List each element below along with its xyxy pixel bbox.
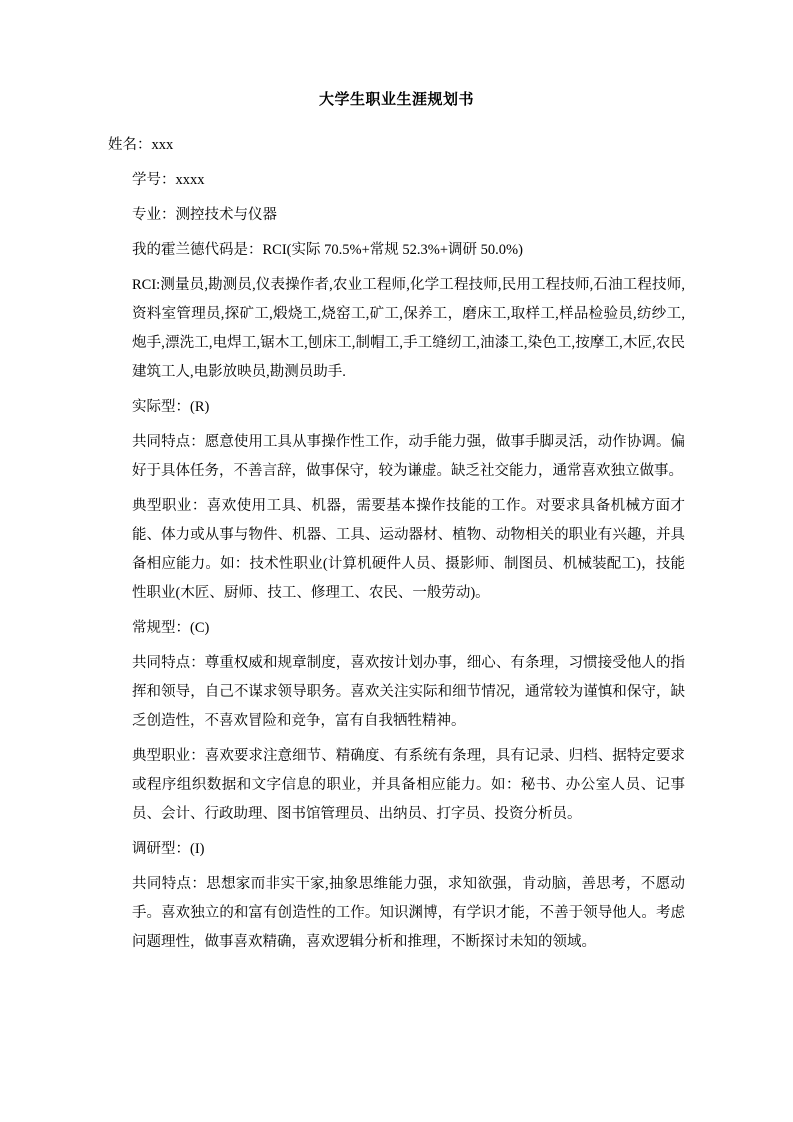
conventional-common-traits: 共同特点：尊重权威和规章制度，喜欢按计划办事，细心、有条理，习惯接受他人的指挥和领导，自己不谋求领导职务。喜欢关注实际和细节情况，通常较为谨慎和保守，缺乏创造性，不喜欢冒险和竞争，富有自我牺牲精神。 — [132, 655, 685, 729]
realistic-common-traits: 共同特点：愿意使用工具从事操作性工作，动手能力强，做事手脚灵活，动作协调。偏好于具体任务，不善言辞，做事保守，较为谦虚。缺乏社交能力，通常喜欢独立做事。 — [132, 434, 685, 479]
rci-occupation-list: RCI:测量员,勘测员,仪表操作者,农业工程师,化学工程技师,民用工程技师,石油工程技师,资料室管理员,探矿工,煅烧工,烧窑工,矿工,保养工，磨床工,取样工,样品检验员,纺纱工,炮手,漂洗工,电焊工,锯木工,刨床工,制帽工,手工缝纫工,油漆工,染色工,按摩工,木匠,农民建筑工人,电影放映员,勘测员助手. — [132, 277, 685, 380]
conventional-typical-careers: 典型职业：喜欢要求注意细节、精确度、有系统有条理，具有记录、归档、据特定要求或程序组织数据和文字信息的职业，并具备相应能力。如：秘书、办公室人员、记事员、会计、行政助理、图书馆管理员、出纳员、打字员、投资分析员。 — [132, 748, 685, 822]
heading-realistic: 实际型：(R) — [132, 399, 210, 415]
field-major: 专业：测控技术与仪器 — [132, 207, 277, 223]
field-name: 姓名：xxx — [108, 137, 174, 153]
heading-conventional: 常规型：(C) — [132, 620, 210, 636]
field-holland-code: 我的霍兰德代码是：RCI(实际 70.5%+常规 52.3%+调研 50.0%) — [132, 242, 523, 258]
field-student-id: 学号：xxxx — [132, 172, 205, 188]
page-title: 大学生职业生涯规划书 — [318, 91, 474, 108]
realistic-typical-careers: 典型职业：喜欢使用工具、机器，需要基本操作技能的工作。对要求具备机械方面才能、体力或从事与物件、机器、工具、运动器材、植物、动物相关的职业有兴趣，并具备相应能力。如：技术性职业(计算机硬件人员、摄影师、制图员、机械装配工)，技能性职业(木匠、厨师、技工、修理工、农民、一般劳动)。 — [132, 498, 685, 601]
heading-investigative: 调研型：(I) — [132, 841, 205, 857]
investigative-common-traits: 共同特点：思想家而非实干家,抽象思维能力强，求知欲强，肯动脑，善思考，不愿动手。喜欢独立的和富有创造性的工作。知识渊博，有学识才能，不善于领导他人。考虑问题理性，做事喜欢精确，喜欢逻辑分析和推理，不断探讨未知的领域。 — [132, 876, 685, 950]
